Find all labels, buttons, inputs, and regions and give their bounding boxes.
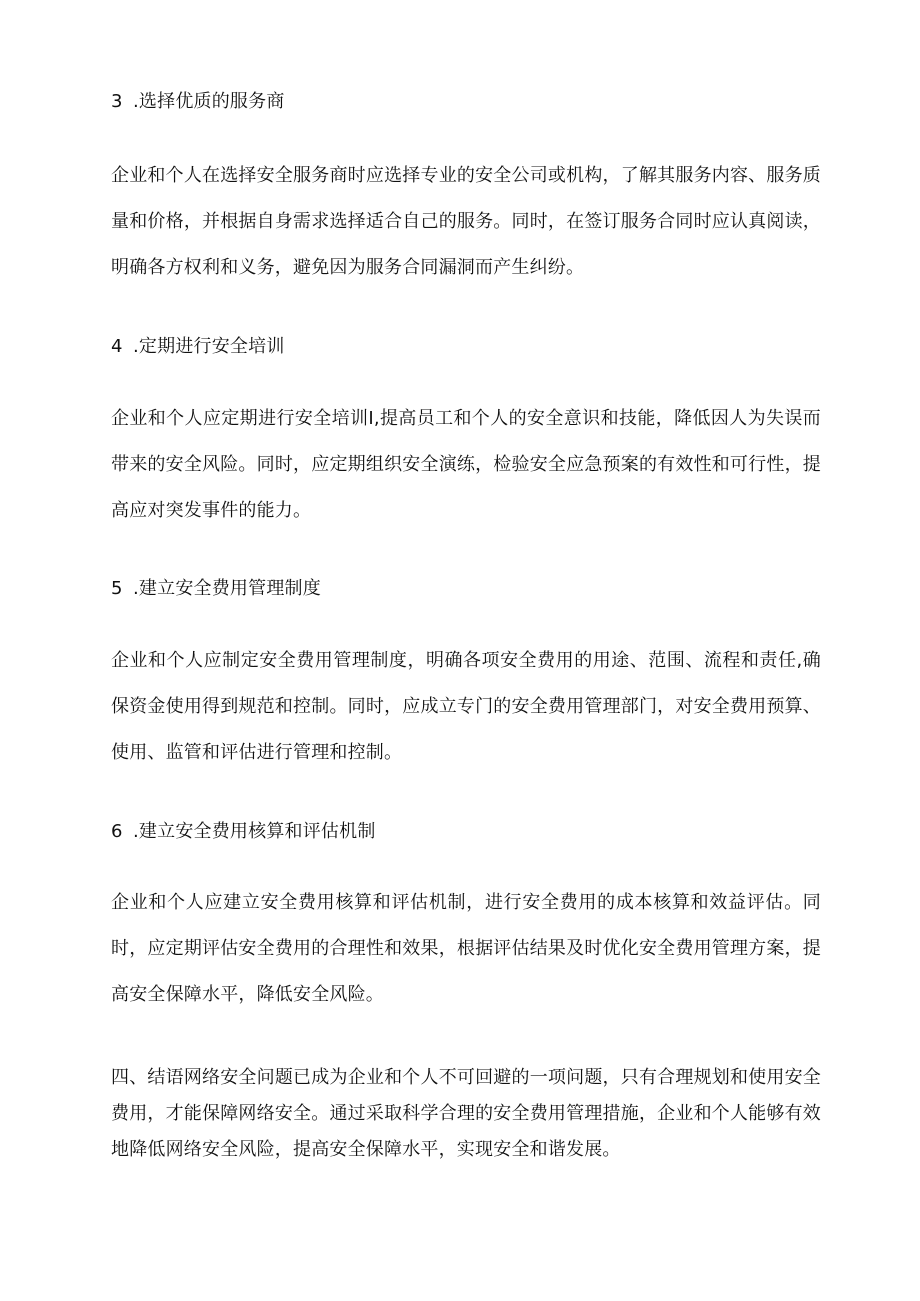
section-paragraph: 企业和个人应建立安全费用核算和评估机制，进行安全费用的成本核算和效益评估。同时，应定期评估安全费用的合理性和效果，根据评估结果及时优化安全费用管理方案，提高安全保障水平，降低安全风险。: [111, 892, 821, 1005]
section-heading: [111, 820, 821, 844]
section-number: 4: [111, 336, 123, 357]
section-heading: [111, 90, 821, 114]
section-title: .建立安全费用管理制度: [133, 578, 321, 599]
section-number: 3: [111, 91, 123, 112]
section-paragraph: 企业和个人应制定安全费用管理制度，明确各项安全费用的用途、范围、流程和责任,确保资金使用得到规范和控制。同时，应成立专门的安全费用管理部门，对安全费用预算、使用、监管和评估进行管理和控制。: [111, 650, 821, 763]
section-paragraph: 企业和个人应定期进行安全培训I,提高员工和个人的安全意识和技能，降低因人为失误而带来的安全风险。同时，应定期组织安全演练，检验安全应急预案的有效性和可行性，提高应对突发事件的能力。: [111, 408, 821, 521]
section-paragraph: 企业和个人在选择安全服务商时应选择专业的安全公司或机构，了解其服务内容、服务质量和价格，并根据自身需求选择适合自己的服务。同时，在签订服务合同时应认真阅读，明确各方权利和义务，避免因为服务合同漏洞而产生纠纷。: [111, 165, 821, 278]
section-title: .定期进行安全培训: [133, 336, 285, 357]
section-heading: [111, 577, 821, 601]
section-title: .建立安全费用核算和评估机制: [133, 821, 376, 842]
section-number: 5: [111, 578, 123, 599]
section-title: .选择优质的服务商: [133, 91, 285, 112]
section-heading: [111, 335, 821, 359]
section-number: 6: [111, 821, 123, 842]
conclusion-paragraph: 四、结语网络安全问题已成为企业和个人不可回避的一项问题，只有合理规划和使用安全费用，才能保障网络安全。通过采取科学合理的安全费用管理措施，企业和个人能够有效地降低网络安全风险，提高安全保障水平，实现安全和谐发展。: [111, 1067, 821, 1160]
